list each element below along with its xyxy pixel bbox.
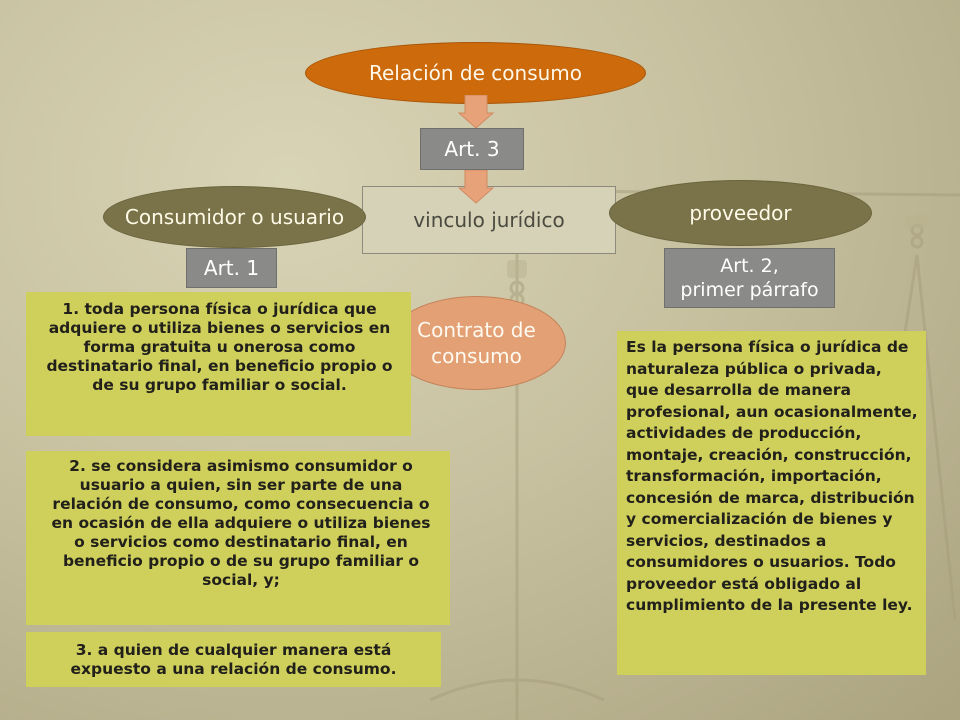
consumidor-node <box>103 186 366 248</box>
proveedor-definition <box>617 331 926 675</box>
consumer-definition-1-text: 1. toda persona física o jurídica que adquiere o utiliza bienes o servicios en forma gratuita u onerosa como destinatario final, en beneficio propio o de su grupo familiar o social. <box>46 300 393 394</box>
consumer-definition-2 <box>26 451 450 625</box>
proveedor-node <box>609 180 872 246</box>
proveedor-label: proveedor <box>689 201 792 225</box>
art2-line1: Art. 2, <box>720 255 779 277</box>
consumer-definition-3 <box>26 632 441 687</box>
art1-label: Art. 1 <box>203 256 260 280</box>
art2-line2: primer párrafo <box>680 279 819 301</box>
art2-box <box>664 248 835 308</box>
proveedor-definition-text: Es la persona física o jurídica de naturaleza pública o privada, que desarrolla de manera profesional, aun ocasionalmente, actividades de producción, montaje, creación, construcción, transformación, importación, concesión de marca, distribución y comercialización de bienes y servicios, destinados a consumidores o usuarios. Todo proveedor está obligado al cumplimiento de la presente ley. <box>626 338 918 614</box>
art1-box <box>186 248 277 288</box>
down-arrow-icon <box>458 95 494 129</box>
art3-box <box>420 128 524 170</box>
consumer-definition-3-text: 3. a quien de cualquier manera está expuesto a una relación de consumo. <box>70 640 397 678</box>
consumidor-label: Consumidor o usuario <box>124 205 345 229</box>
contrato-line2: consumo <box>431 344 522 368</box>
art3-label: Art. 3 <box>444 137 500 161</box>
consumer-definition-2-text: 2. se considera asimismo consumidor o usuario a quien, sin ser parte de una relación de consumo, como consecuencia o en ocasión de ella adquiere o utiliza bienes o servicios como destinatario final, en beneficio propio o de su grupo familiar o social, y; <box>51 457 431 589</box>
relacion-de-consumo-label: Relación de consumo <box>368 61 583 85</box>
consumer-definition-1 <box>26 292 411 436</box>
contrato-de-consumo-node <box>387 296 566 390</box>
vinculo-juridico-label: vinculo jurídico <box>413 208 565 232</box>
contrato-line1: Contrato de <box>417 318 536 342</box>
down-arrow-icon <box>458 170 494 204</box>
